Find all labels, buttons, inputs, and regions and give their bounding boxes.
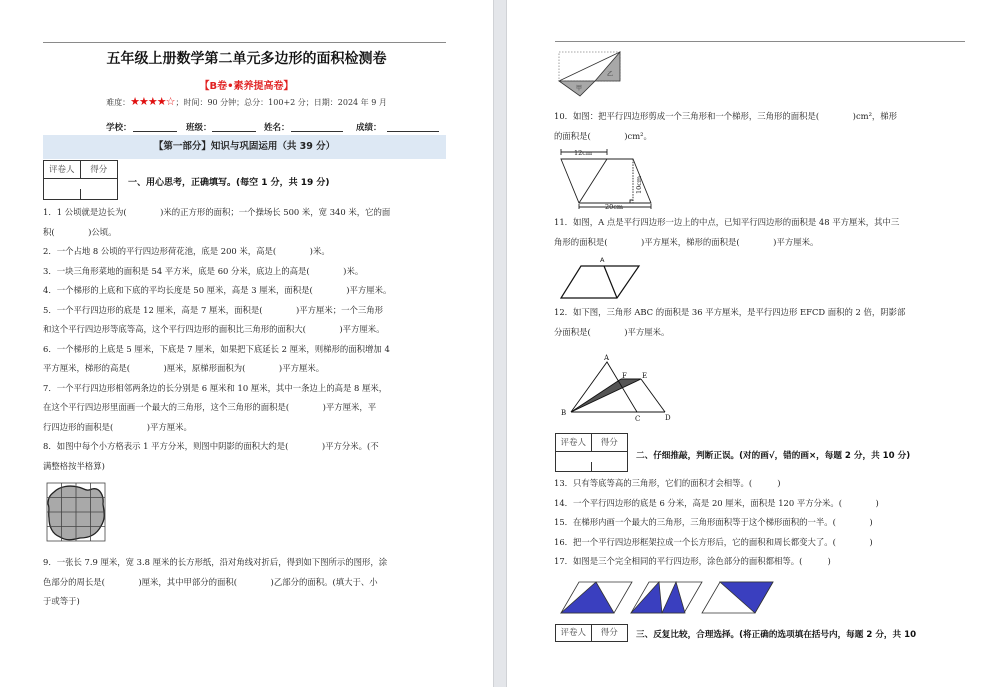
label-20cm: 20cm [605,203,624,209]
question-line: 4．一个梯形的上底和下底的平均长度是 50 厘米，高是 3 厘米，面积是( )平方厘米。 [43,285,392,295]
section-1-questions [43,203,391,476]
question-line: 分面积是( )平方厘米。 [554,326,670,337]
class-label: 班级： [186,123,212,133]
question-line: 13．只有等底等高的三角形，它们的面积才会相等。( ) [554,478,781,488]
question-line: 积( )公顷。 [43,226,117,237]
question-line: 行四边形的面积是( )平方厘米。 [43,421,192,432]
label-A: A [604,354,610,362]
question-line: 2．一个占地 8 公顷的平行四边形荷花池，底是 200 米，高是( )米。 [43,246,330,256]
question-line: 于或等于) [43,596,80,606]
question-line: 10．如图：把平行四边形剪成一个三角形和一个梯形，三角形的面积是( )cm²，梯形 [554,111,898,121]
question-line: 14．一个平行四边形的底是 6 分米，高是 20 厘米，面积是 120 平方分米。( ) [554,497,879,508]
q11-parallelogram-figure [559,254,641,300]
star-empty-icon: ☆ [165,95,176,108]
section-2-questions [554,474,879,572]
school-field[interactable] [133,131,177,132]
paper-subtitle: 【B卷•素养提高卷】 [199,81,294,92]
label-F: F [622,372,627,380]
question-line: 的面积是( )cm²。 [554,130,652,141]
school-label: 学校： [106,123,132,133]
question-line: 1．1 公顷就是边长为( )米的正方形的面积；一个操场长 500 米，宽 340 米，它的面 [43,207,391,217]
question-line: 17．如图是三个完全相同的平行四边形，涂色部分的面积都相等。( ) [554,556,831,566]
label-D: D [665,414,671,422]
exam-meta [0,95,493,108]
label-B: B [561,409,567,417]
question-line: 色部分的周长是( )厘米，其中甲部分的面积( )乙部分的面积。(填大于、小 [43,576,378,587]
question-line: 平方厘米，梯形的高是( )厘米，原梯形面积为( )平方厘米。 [43,363,325,373]
q10-parallelogram-figure [559,147,661,209]
page-gutter [493,0,507,687]
reviewer-cell[interactable] [556,462,592,472]
score-field[interactable] [387,131,439,132]
question-line: 15．在梯形内画一个最大的三角形，三角形面积等于这个梯形面积的一半。( ) [554,517,873,527]
question-line: 7．一个平行四边形相邻两条边的长分别是 6 厘米和 10 厘米，其中一条边上的高是 8 厘米， [43,382,388,393]
question-line: 3．一块三角形菜地的面积是 54 平方米，底是 60 分米，底边上的高是( )米。 [43,265,364,276]
q9-folded-rectangle-figure [557,50,623,98]
label-12cm: 12cm [574,149,593,157]
star-filled-icon: ★★★★ [130,95,166,108]
reviewer-header: 评卷人 [556,434,592,452]
name-label: 姓名： [264,123,290,133]
score-label: 成绩： [356,123,382,133]
question-line: 角形的面积是( )平方厘米，梯形的面积是( )平方厘米。 [554,236,819,247]
part-one-banner: 【第一部分】知识与巩固运用（共 39 分） [43,135,446,159]
class-field[interactable] [212,131,256,132]
score-box-2 [555,433,628,472]
score-header: 得分 [600,628,618,638]
q12-triangle-figure [559,352,679,424]
question-line: 6．一个梯形的上底是 5 厘米，下底是 7 厘米，如果把下底延长 2 厘米，则梯形的面积增加 4 [43,343,390,354]
question-11 [554,213,899,252]
question-line: 16．把一个平行四边形框架拉成一个长方形后，它的面积和周长都变大了。( ) [554,536,873,547]
score-cell[interactable] [592,462,628,472]
section-2-heading: 二、仔细推敲，判断正误。(对的画√，错的画×，每题 2 分，共 10 分) [636,451,911,461]
score-header: 得分 [592,434,628,452]
score-box-1 [43,160,118,200]
section-1-heading: 一、用心思考，正确填写。(每空 1 分，共 19 分) [128,178,330,188]
label-A: A [600,256,605,264]
question-line: 11．如图，A 点是平行四边形一边上的中点，已知平行四边形的面积是 48 平方厘米，其中三 [554,217,900,227]
difficulty-label: 难度： [106,98,131,107]
label-jia: 甲 [576,85,583,92]
document-page-1 [0,0,493,687]
question-10 [554,107,897,146]
q17-parallelograms-figure [559,580,779,616]
header-rule [43,42,446,43]
header-rule [555,41,965,42]
question-line: 5．一个平行四边形的底是 12 厘米，高是 7 厘米，面积是( )平方厘米；一个三角形 [43,304,383,315]
score-box-3 [555,624,628,642]
question-line: 9．一张长 7.9 厘米，宽 3.8 厘米的长方形纸，沿对角线对折后，得到如下图所示的图形，涂 [43,557,388,567]
reviewer-header: 评卷人 [556,625,592,641]
question-12 [554,303,905,342]
page-title: 五年级上册数学第二单元多边形的面积检测卷 [106,51,387,67]
name-field[interactable] [291,131,343,132]
document-page-2 [507,0,1001,687]
score-cell[interactable] [81,189,118,199]
label-10cm: 10cm [635,175,643,194]
label-yi: 乙 [607,71,614,78]
question-line: 和这个平行四边形等底等高，这个平行四边形的面积比三角形的面积大( )平方厘米。 [43,324,385,334]
exam-time-score-date: ；时间：90 分钟；总分：100+2 分；日期：2024 年 9 月 [175,98,387,107]
section-3-heading: 三、反复比较，合理选择。(将正确的选项填在括号内，每题 2 分，共 10 [636,630,917,640]
label-E: E [642,372,648,380]
question-line: 满整格按半格算) [43,460,105,471]
reviewer-header: 评卷人 [44,161,81,179]
q8-grid-figure [46,482,106,542]
score-header: 得分 [81,161,118,179]
label-C: C [635,415,641,423]
question-9 [43,553,387,612]
reviewer-cell[interactable] [44,189,81,199]
question-line: 8．如图中每个小方格表示 1 平方分米，则图中阴影的面积大约是( )平方分米。(不 [43,441,379,451]
question-line: 在这个平行四边形里面画一个最大的三角形，这个三角形的面积是( )平方厘米，平 [43,402,377,412]
question-line: 12．如下图，三角形 ABC 的面积是 36 平方厘米，是平行四边形 EFCD 面积的 2 倍，阴影部 [554,307,906,317]
